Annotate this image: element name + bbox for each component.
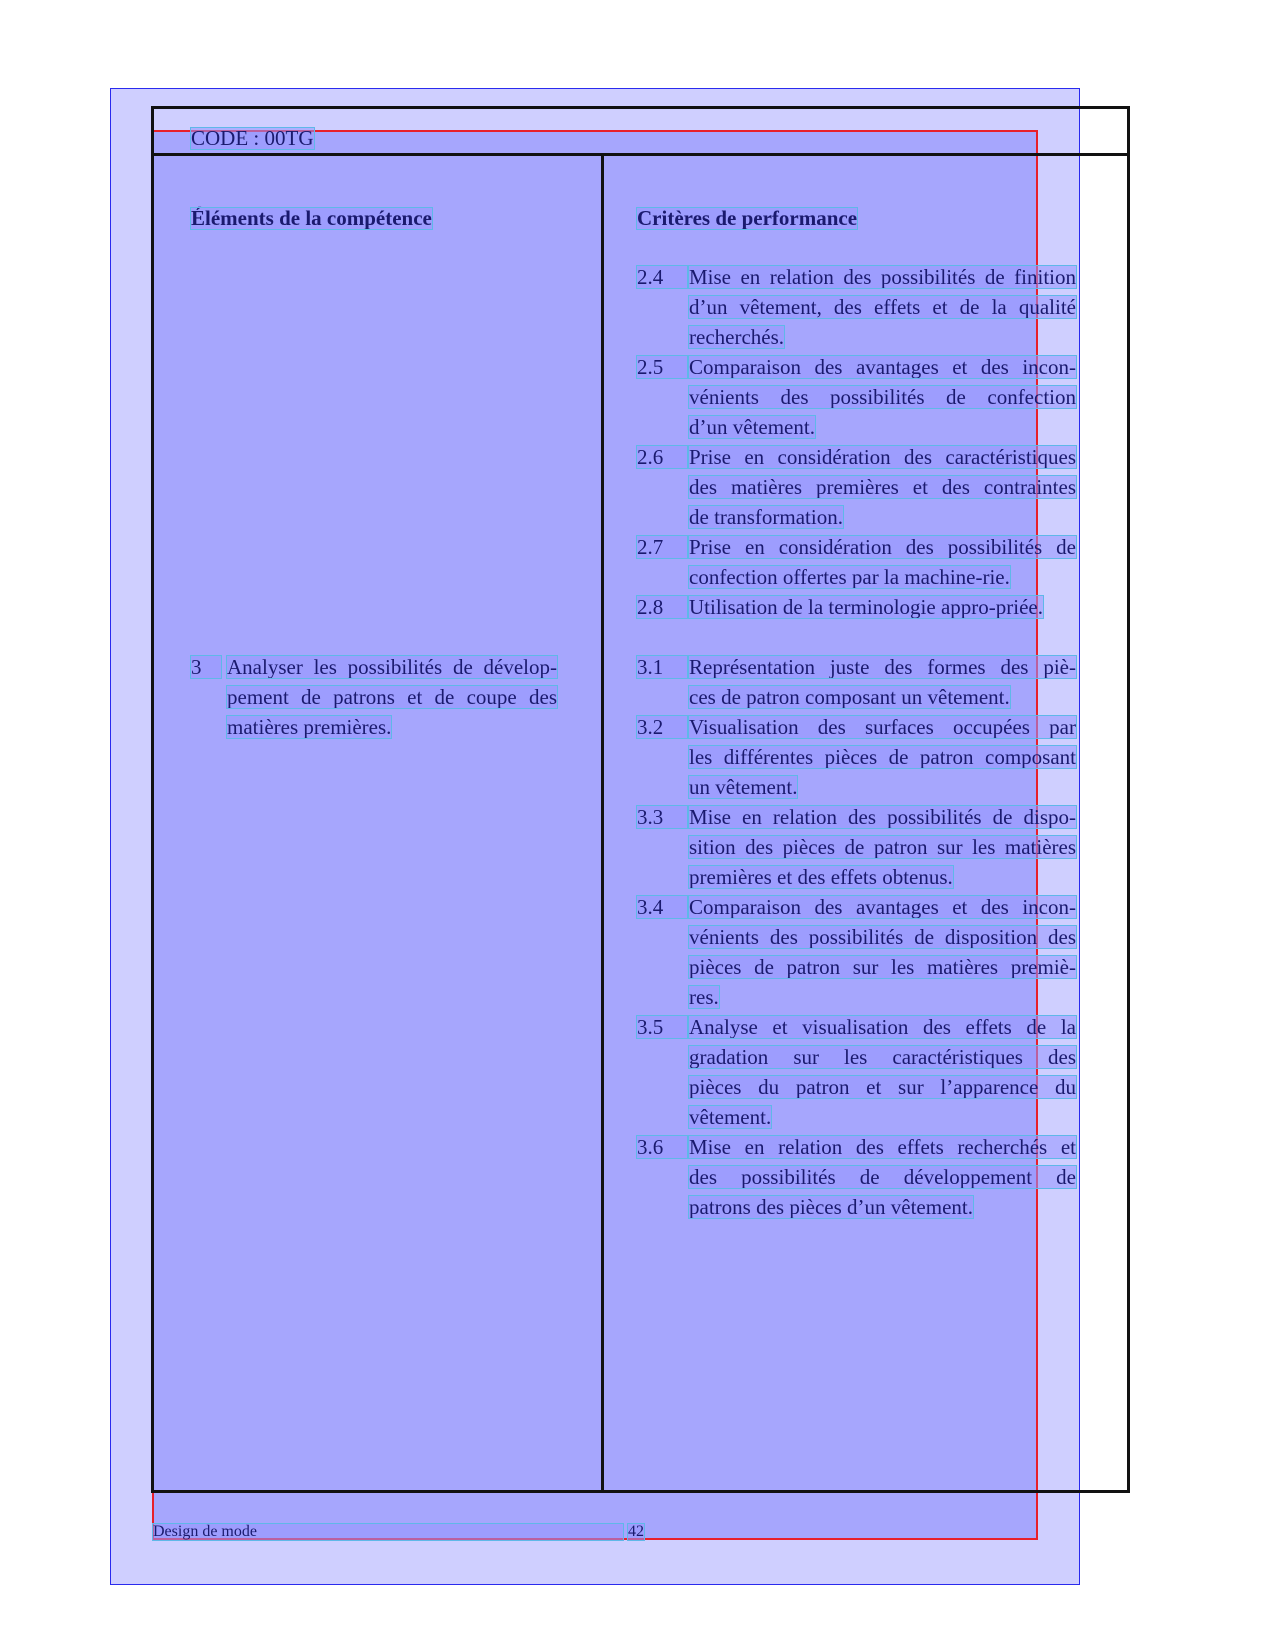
criterion-number: 3.2 xyxy=(637,716,687,738)
criterion-line: Mise en relation des possibilités de dispo- xyxy=(689,805,1076,829)
column-title-elements: Éléments de la compétence xyxy=(191,206,432,230)
criterion-number: 3.4 xyxy=(637,896,687,918)
criterion-line: pièces du patron et sur l’apparence du xyxy=(689,1075,1076,1099)
page-number: 42 xyxy=(628,1523,644,1540)
column-divider xyxy=(601,155,604,1491)
element-number: 3 xyxy=(191,656,221,678)
criterion-line: d’un vêtement. xyxy=(689,415,815,439)
document-code: CODE : 00TG xyxy=(191,126,314,150)
criterion-line: premières et des effets obtenus. xyxy=(689,865,953,889)
criterion-line: Prise en considération des possibilités de xyxy=(689,535,1076,559)
criterion-line: les différentes pièces de patron composant xyxy=(689,745,1076,769)
column-title-criteria: Critères de performance xyxy=(637,206,858,230)
criterion-number: 3.3 xyxy=(637,806,687,828)
criterion-number: 3.6 xyxy=(637,1136,687,1158)
criterion-number: 3.5 xyxy=(637,1016,687,1038)
criterion-line: recherchés. xyxy=(689,325,785,349)
criterion-line: Prise en considération des caractéristiques xyxy=(689,445,1076,469)
criterion-line: gradation sur les caractéristiques des xyxy=(689,1045,1076,1069)
criterion-number: 2.4 xyxy=(637,266,687,288)
criterion-line: Mise en relation des possibilités de finition xyxy=(689,265,1076,289)
criterion-line: sition des pièces de patron sur les matières xyxy=(689,835,1076,859)
element-line: Analyser les possibilités de dévelop- xyxy=(227,655,557,679)
criterion-line: res. xyxy=(689,985,719,1009)
criterion-line: patrons des pièces d’un vêtement. xyxy=(689,1195,973,1219)
element-line: matières premières. xyxy=(227,715,392,739)
criterion-line: de transformation. xyxy=(689,505,843,529)
criterion-number: 3.1 xyxy=(637,656,687,678)
criterion-line: un vêtement. xyxy=(689,775,798,799)
criterion-line: Comparaison des avantages et des incon- xyxy=(689,355,1076,379)
criterion-line: vénients des possibilités de confection xyxy=(689,385,1076,409)
criterion-number: 2.8 xyxy=(637,596,687,618)
criterion-line: des possibilités de développement de xyxy=(689,1165,1076,1189)
criterion-line: vêtement. xyxy=(689,1105,772,1129)
criterion-line: des matières premières et des contraintes xyxy=(689,475,1076,499)
criterion-line: Mise en relation des effets recherchés et xyxy=(689,1135,1076,1159)
criterion-line: Représentation juste des formes des piè- xyxy=(689,655,1076,679)
criterion-line: vénients des possibilités de disposition des xyxy=(689,925,1076,949)
criterion-line: d’un vêtement, des effets et de la qualité xyxy=(689,295,1076,319)
criterion-number: 2.6 xyxy=(637,446,687,468)
criterion-line: pièces de patron sur les matières premiè- xyxy=(689,955,1076,979)
criterion-number: 2.7 xyxy=(637,536,687,558)
criterion-line: Comparaison des avantages et des incon- xyxy=(689,895,1076,919)
element-line: pement de patrons et de coupe des xyxy=(227,685,557,709)
footer-program-name: Design de mode xyxy=(153,1524,623,1540)
criterion-line: Utilisation de la terminologie appro-priée. xyxy=(689,595,1043,619)
criterion-line: Analyse et visualisation des effets de la xyxy=(689,1015,1076,1039)
criterion-line: confection offertes par la machine-rie. xyxy=(689,565,1010,589)
criterion-number: 2.5 xyxy=(637,356,687,378)
criterion-line: ces de patron composant un vêtement. xyxy=(689,685,1010,709)
criterion-line: Visualisation des surfaces occupées par xyxy=(689,715,1076,739)
